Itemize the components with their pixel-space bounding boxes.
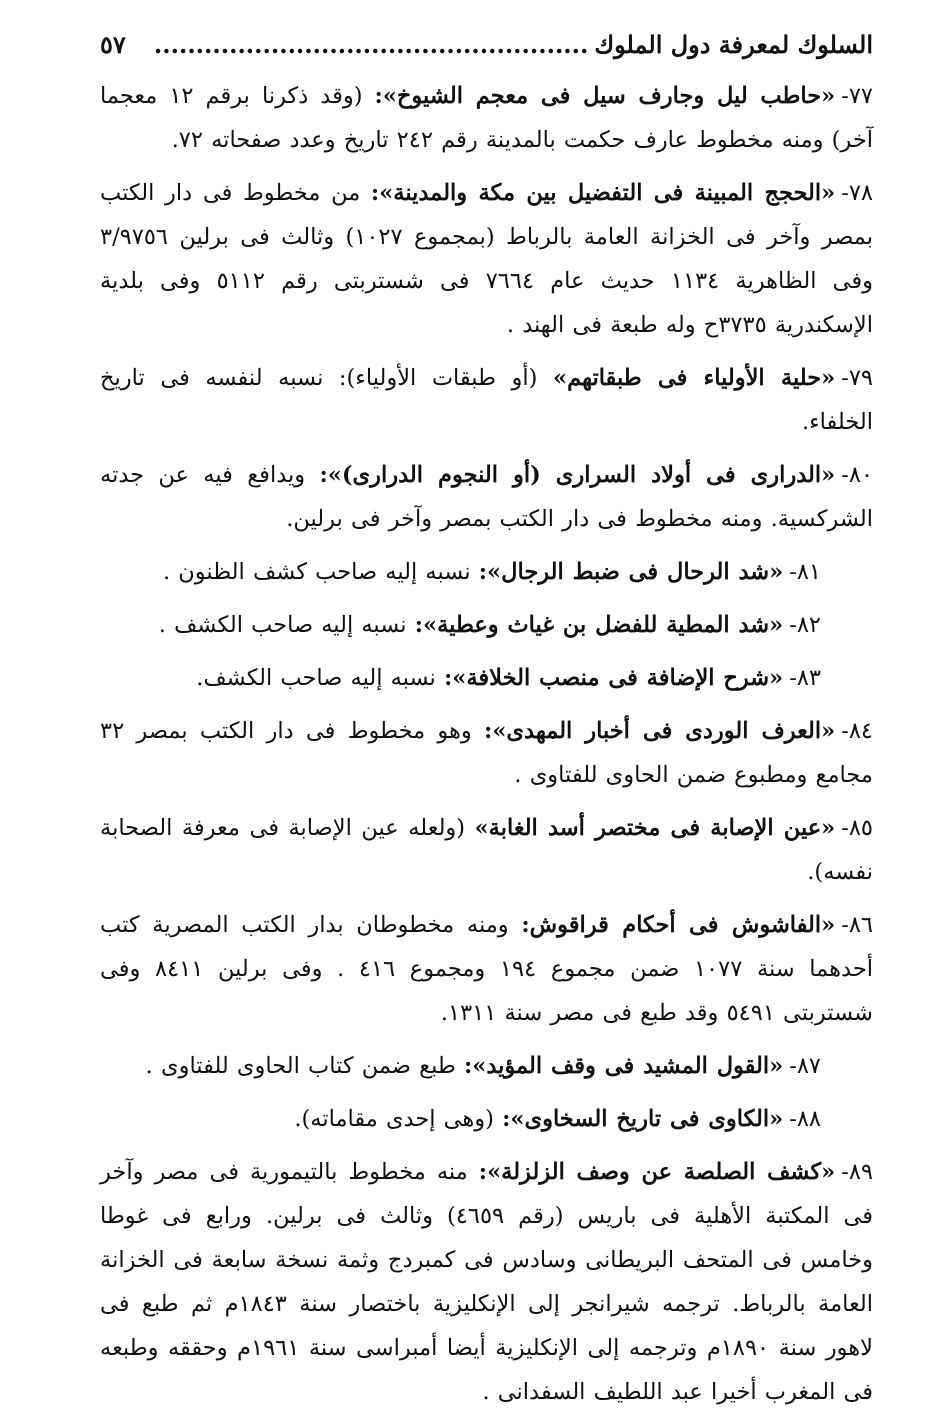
entry-number: ٨٩- [841, 1159, 873, 1185]
entry-title: «شد المطية للفضل بن غياث وعطية»: [414, 612, 784, 638]
entry-text: وهو مخطوط فى دار الكتب بمصر ٣٢ مجامع ومطبوع ضمن الحاوى للفتاوى . [100, 718, 873, 788]
entry-text: (وهى إحدى مقاماته). [294, 1106, 494, 1132]
entry-number: ٧٩- [841, 365, 873, 391]
entry-text: نسبه إليه صاحب الكشف . [158, 612, 407, 638]
entry-85 [100, 806, 873, 894]
entry-title: «شرح الإضافة فى منصب الخلافة»: [443, 665, 784, 691]
entry-86 [100, 903, 873, 1035]
entry-88 [100, 1097, 873, 1141]
entry-title: «الفاشوش فى أحكام قراقوش: [521, 912, 836, 938]
entry-text: من مخطوط فى دار الكتب بمصر وآخر فى الخزانة العامة بالرباط (بمجموع ١٠٢٧) وثالث فى برلين ٣/٩٧٥٦ وفى الظاهرية ١١٣٤ حديث عام ٧٦٦٤ فى شستربتى رقم ٥١١٢ وفى بلدية الإسكندرية ٣٧٣٥ح وله طبعة فى الهند . [100, 180, 874, 338]
entry-89 [100, 1150, 873, 1414]
entry-80 [100, 453, 873, 541]
running-header [100, 30, 873, 74]
entry-84 [100, 709, 873, 797]
entry-87 [100, 1044, 873, 1088]
entry-number: ٨٦- [841, 912, 873, 938]
entry-text: نسبه إليه صاحب الكشف. [196, 665, 436, 691]
entry-83 [100, 656, 873, 700]
entry-title: «العرف الوردى فى أخبار المهدى»: [484, 718, 836, 744]
entry-78 [100, 171, 873, 347]
entry-number: ٧٨- [841, 180, 873, 206]
entry-title: «شد الرحال فى ضبط الرجال»: [478, 559, 784, 585]
entry-number: ٧٧- [841, 83, 873, 109]
entry-number: ٨٨- [789, 1106, 821, 1132]
entry-number: ٨٢- [789, 612, 821, 638]
entry-number: ٨٤- [841, 718, 873, 744]
entry-text: طبع ضمن كتاب الحاوى للفتاوى . [145, 1053, 456, 1079]
entry-text: (أو طبقات الأولياء): نسبه لنفسه فى تاريخ الخلفاء. [100, 365, 873, 435]
entry-number: ٨٣- [789, 665, 821, 691]
page-number: ٥٧ [100, 30, 126, 59]
entry-title: «حلية الأولياء فى طبقاتهم» [553, 365, 836, 391]
entry-title: «الكاوى فى تاريخ السخاوى»: [502, 1106, 784, 1132]
entry-text: نسبه إليه صاحب كشف الظنون . [162, 559, 471, 585]
header-leader-dots: .................................................... [153, 30, 589, 59]
entry-title: «حاطب ليل وجارف سيل فى معجم الشيوخ»: [374, 83, 836, 109]
entry-number: ٨٧- [789, 1053, 821, 1079]
entry-title: «الحجج المبينة فى التفضيل بين مكة والمدينة»: [370, 180, 836, 206]
entry-text: (وقد ذكرنا برقم ١٢ معجما آخر) ومنه مخطوط عارف حكمت بالمدينة رقم ٢٤٢ تاريخ وعدد صفحاته ٧٢. [100, 83, 873, 153]
entry-82 [100, 603, 873, 647]
entry-77 [100, 74, 873, 162]
entry-title: «الدرارى فى أولاد السرارى (أو النجوم الدرارى)»: [319, 462, 836, 488]
entry-text: ومنه مخطوطان بدار الكتب المصرية كتب أحدهما سنة ١٠٧٧ ضمن مجموع ١٩٤ ومجموع ٤١٦ . وفى برلين ٨٤١١ وفى شستربتى ٥٤٩١ وقد طبع فى مصر سنة ١٣١١. [100, 912, 873, 1026]
entry-number: ٨٥- [841, 815, 873, 841]
entry-text: ويدافع فيه عن جدته الشركسية. ومنه مخطوط فى دار الكتب بمصر وآخر فى برلين. [100, 462, 873, 532]
entry-number: ٨١- [789, 559, 821, 585]
entry-title: «كشف الصلصة عن وصف الزلزلة»: [478, 1159, 836, 1185]
entry-81 [100, 550, 873, 594]
header-title: السلوك لمعرفة دول الملوك [594, 30, 873, 59]
entry-text: (ولعله عين الإصابة فى معرفة الصحابة نفسه). [100, 815, 873, 885]
entry-number: ٨٠- [841, 462, 873, 488]
entry-text: منه مخطوط بالتيمورية فى مصر وآخر فى المكتبة الأهلية فى باريس (رقم ٤٦٥٩) وثالث فى برلين. ورابع فى غوطا وخامس فى المتحف البريطانى وسادس فى كمبردج وثمة نسخة سابعة فى الخزانة العامة بالرباط. ترجمه شيرانجر إلى الإنكليزية باختصار سنة ١٨٤٣م ثم طبع فى لاهور سنة ١٨٩٠م وترجمه إلى الإنكليزية أيضا أمبراسى سنة ١٩٦١م وحققه وطبعه فى المغرب أخيرا عبد اللطيف السفدانى . [100, 1159, 873, 1405]
entry-79 [100, 356, 873, 444]
entry-title: «عين الإصابة فى مختصر أسد الغابة» [474, 815, 836, 841]
entry-title: «القول المشيد فى وقف المؤيد»: [463, 1053, 784, 1079]
